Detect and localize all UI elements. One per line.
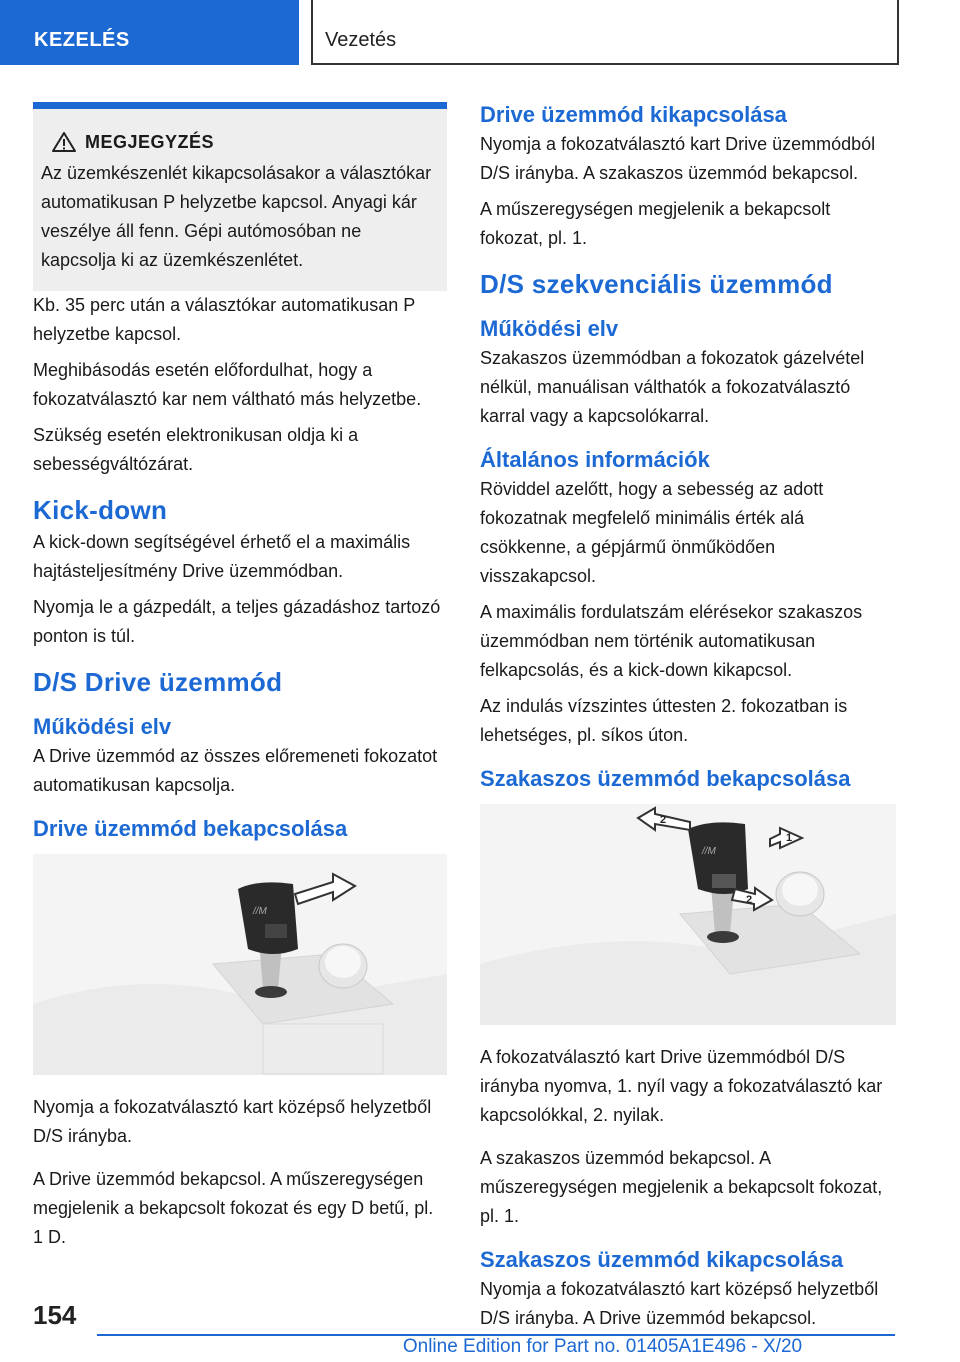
paragraph: Nyomja a fokozatválasztó kart Drive üzemmódból D/S irányba. A szakaszos üzemmód bekapcsol.	[480, 134, 876, 183]
subheading-drive-off: Drive üzemmód kikapcsolása	[480, 102, 787, 127]
subheading-principle: Működési elv	[33, 714, 172, 739]
section-heading-kickdown: Kick-down	[33, 495, 168, 525]
paragraph: Röviddel azelőtt, hogy a sebesség az adott fokozatnak megfelelő minimális érték alá csökkenne, a gépjármű önműködően visszakapcsol.	[480, 479, 824, 586]
caption: A fokozatválasztó kart Drive üzemmódból D/S irányba nyomva, 1. nyíl vagy a fokozatválasztó kar kapcsolókkal, 2. nyilak.	[480, 1047, 883, 1125]
subheading-drive-on: Drive üzemmód bekapcsolása	[33, 816, 348, 841]
paragraph: A műszeregységen megjelenik a bekapcsolt fokozat, pl. 1.	[480, 199, 831, 248]
section-heading-ds-drive: D/S Drive üzemmód	[33, 667, 283, 697]
section-heading-sequential: D/S szekvenciális üzemmód	[480, 269, 833, 299]
left-column	[33, 102, 447, 1266]
chapter-header	[311, 0, 899, 65]
subheading-principle: Működési elv	[480, 316, 619, 341]
note-header	[41, 131, 439, 153]
section-tab-label: KEZELÉS	[34, 29, 130, 51]
paragraph: Kb. 35 perc után a választókar automatikusan P helyzetbe kapcsol.	[33, 295, 415, 344]
arrow-label-2a: 2	[660, 814, 667, 826]
svg-text://M: //M	[702, 846, 716, 857]
paragraph: A Drive üzemmód az összes előremeneti fokozatot automatikusan kapcsolja.	[33, 746, 438, 795]
gear-selector-illustration	[33, 854, 447, 1075]
warning-note	[33, 102, 447, 291]
subheading-sequential-off: Szakaszos üzemmód kikapcsolása	[480, 1247, 844, 1272]
paragraph: Nyomja le a gázpedált, a teljes gázadáshoz tartozó ponton is túl.	[33, 597, 441, 646]
subheading-sequential-on: Szakaszos üzemmód bekapcsolása	[480, 766, 851, 791]
caption: A szakaszos üzemmód bekapcsol. A műszeregységen megjelenik a bekapcsolt fokozat, pl. 1.	[480, 1148, 883, 1226]
svg-text://M: //M	[253, 906, 267, 917]
paragraph: Szükség esetén elektronikusan oldja ki a sebességváltózárat.	[33, 425, 359, 474]
note-text: Az üzemkészenlét kikapcsolásakor a választókar automatikusan P helyzetbe kapcsol. Anyagi kár veszélye áll fenn. Gépi autómosóban ne kapcsolja ki az üzemkészenlétet.	[41, 163, 432, 270]
page-number: 154	[33, 1300, 77, 1330]
warning-triangle-icon	[51, 131, 77, 153]
note-title: MEGJEGYZÉS	[85, 131, 215, 152]
paragraph: Nyomja a fokozatválasztó kart középső helyzetből D/S irányba. A Drive üzemmód bekapcsol.	[480, 1279, 879, 1328]
paragraph: A kick-down segítségével érhető el a maximális hajtásteljesítmény Drive üzemmódban.	[33, 532, 411, 581]
paragraph: Meghibásodás esetén előfordulhat, hogy a fokozatválasztó kar nem váltható más helyzetbe.	[33, 360, 422, 409]
arrow-label-2b: 2	[746, 894, 753, 906]
gear-selector-illustration-sequential	[480, 804, 896, 1025]
caption: A Drive üzemmód bekapcsol. A műszeregységen megjelenik a bekapcsolt fokozat és egy D betű, pl. 1 D.	[33, 1169, 434, 1247]
subheading-general-info: Általános információk	[480, 447, 710, 472]
right-column	[480, 102, 896, 1340]
paragraph: Az indulás vízszintes úttesten 2. fokozatban is lehetséges, pl. síkos úton.	[480, 696, 848, 745]
caption: Nyomja a fokozatválasztó kart középső helyzetből D/S irányba.	[33, 1097, 432, 1146]
chapter-title: Vezetés	[325, 29, 397, 51]
edition-note: Online Edition for Part no. 01405A1E496 - X/20	[402, 1336, 803, 1357]
paragraph: Szakaszos üzemmódban a fokozatok gázelvétel nélkül, manuálisan válthatók a fokozatválasztó karral vagy a kapcsolókarral.	[480, 348, 865, 426]
paragraph: A maximális fordulatszám elérésekor szakaszos üzemmódban nem történik automatikusan felkapcsolás, és a kick-down kikapcsol.	[480, 602, 863, 680]
arrow-label-1: 1	[786, 832, 793, 844]
section-tab	[0, 0, 299, 65]
